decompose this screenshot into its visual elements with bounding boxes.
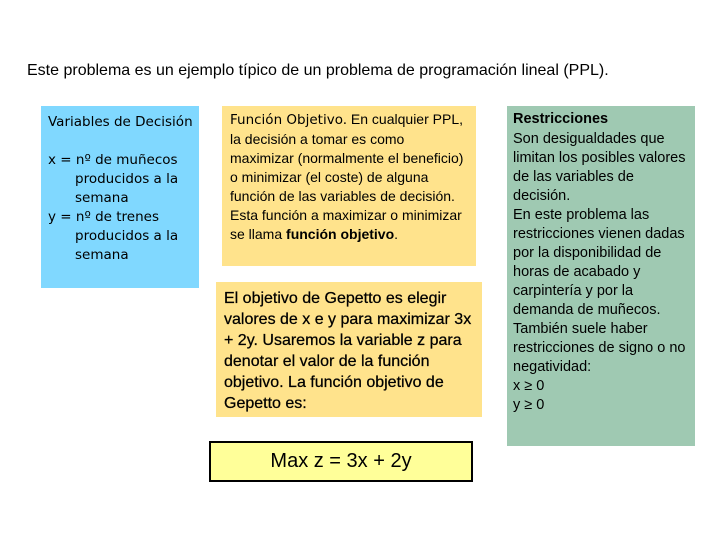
nonnegativity-x: x ≥ 0 [513,378,545,394]
objective-function-end: . [394,226,399,242]
objective-formula-box [209,441,473,482]
intro-text: Este problema es un ejemplo típico de un problema de programación lineal (PPL). [27,62,609,79]
restrictions-definition: Son desigualdades que limitan los posibles valores de las variables de decisión. [513,131,686,204]
decision-variables-title: Variables de Decisión [48,114,193,130]
restrictions-box [507,106,695,446]
objective-function-text: En cualquier PPL, la decisión a tomar es como maximizar (normalmente el beneficio) o minimizar (el coste) de alguna función de las variables de decisión. Esta función a maximizar o minimizar se llama [230,111,464,242]
variable-y-definition: y = nº de trenes producidos a la semana [48,209,179,263]
variable-x-definition: x = nº de muñecos producidos a la semana [48,152,179,206]
restrictions-problem-text: En este problema las restricciones vienen dadas por la disponibilidad de horas de acabado y carpintería y por la demanda de muñecos. [513,207,685,318]
objective-function-lead: Función Objetivo. [230,112,348,128]
objective-function-box [222,106,476,266]
restrictions-sign-text: También suele haber restricciones de signo o no negatividad: [513,321,686,375]
objective-formula: Max z = 3x + 2y [270,450,412,472]
restrictions-title: Restricciones [513,111,609,127]
decision-variables-box [41,106,199,288]
nonnegativity-y: y ≥ 0 [513,397,545,413]
objective-function-term: función objetivo [286,226,395,242]
gepetto-goal-box: El objetivo de Gepetto es elegir valores de x e y para maximizar 3x + 2y. Usaremos la variable z para denotar el valor de la función objetivo. La función objetivo de Gepetto es: [216,282,482,417]
